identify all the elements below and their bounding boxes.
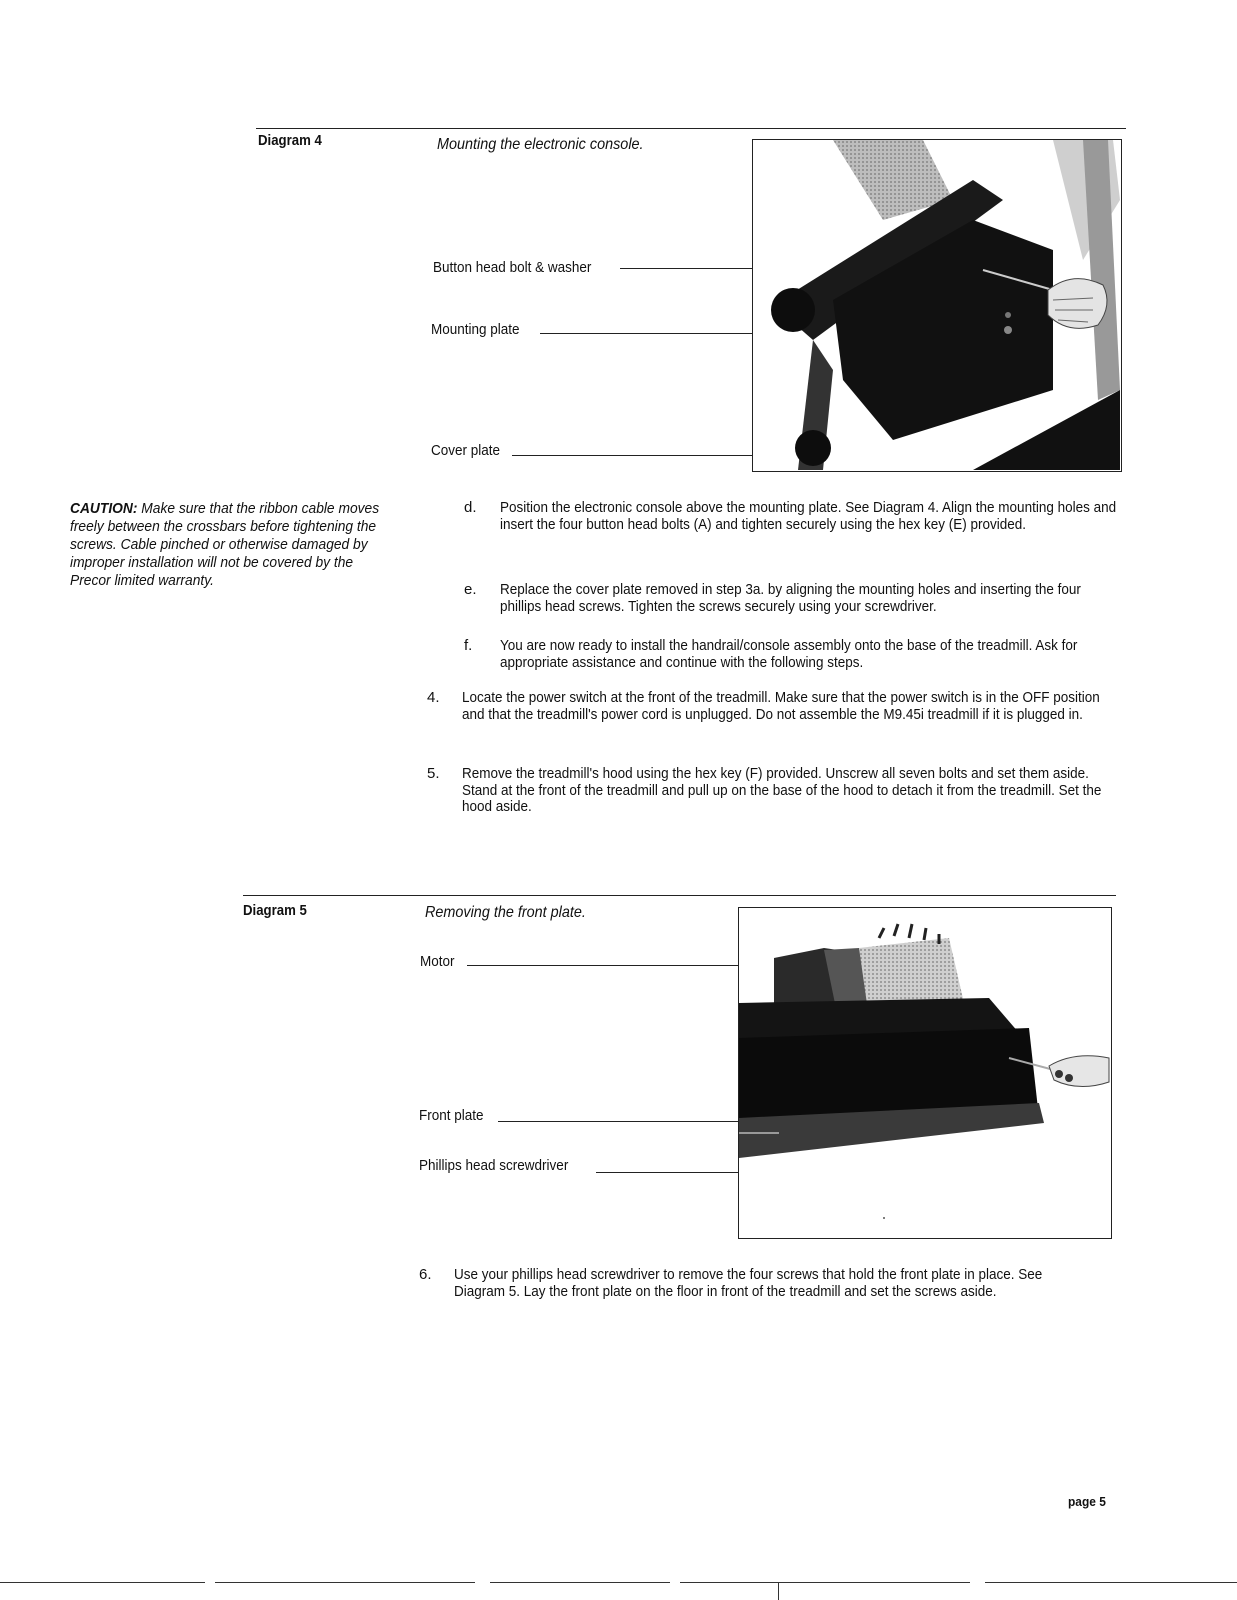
console-mounting-illustration	[753, 140, 1120, 470]
caution-note	[70, 500, 383, 590]
step-6-marker: 6.	[419, 1266, 432, 1283]
substep-d	[464, 500, 1124, 552]
diagram5-leader-front-plate	[498, 1121, 738, 1122]
caution-lead: CAUTION:	[70, 500, 138, 517]
diagram4-caption: Mounting the electronic console.	[437, 136, 644, 153]
diagram4-photo	[752, 139, 1122, 472]
page-number: page 5	[1068, 1494, 1106, 1509]
diagram5-photo	[738, 907, 1112, 1239]
step-5	[427, 766, 1127, 834]
diagram5-callout-screwdriver: Phillips head screwdriver	[419, 1157, 569, 1174]
diagram4-callout-bolt: Button head bolt & washer	[433, 259, 592, 276]
diagram5-callout-front-plate: Front plate	[419, 1107, 484, 1124]
diagram4-top-rule	[256, 128, 1126, 129]
diagram5-top-rule	[243, 895, 1116, 896]
step-4-marker: 4.	[427, 689, 440, 706]
footer-scan-tick	[778, 1582, 779, 1600]
substep-f	[464, 638, 1124, 674]
step-4-text: Locate the power switch at the front of the treadmill. Make sure that the power switch is in the OFF position and that the treadmill's power cord is unplugged. Do not assemble the M9.45i treadmill if it is plugged in.	[462, 689, 1100, 723]
step-6-text: Use your phillips head screwdriver to remove the four screws that hold the front plate in place. See Diagram 5. Lay the front plate on the floor in front of the treadmill and set the screws aside.	[454, 1266, 1043, 1300]
substep-d-marker: d.	[464, 499, 477, 516]
front-plate-removal-illustration	[739, 908, 1110, 1237]
diagram5-caption: Removing the front plate.	[425, 904, 586, 921]
substep-d-text: Position the electronic console above the mounting plate. See Diagram 4. Align the mounting holes and insert the four button head bolts (A) and tighten securely using the hex key (E) provided.	[500, 499, 1117, 533]
substep-f-marker: f.	[464, 637, 473, 654]
step-4	[427, 690, 1127, 742]
footer-scan-line-1	[0, 1582, 205, 1583]
step-6	[419, 1267, 1119, 1319]
substep-e	[464, 582, 1124, 618]
diagram5-label: Diagram 5	[243, 902, 307, 919]
footer-scan-line-5	[985, 1582, 1237, 1583]
footer-scan-line-2	[215, 1582, 475, 1583]
diagram4-callout-cover-plate: Cover plate	[431, 442, 501, 459]
step-5-text: Remove the treadmill's hood using the hex key (F) provided. Unscrew all seven bolts and set them aside. Stand at the front of the treadmill and pull up on the base of the hood to detach it from the treadmill. Set the hood aside.	[462, 765, 1102, 815]
step-5-marker: 5.	[427, 765, 440, 782]
caution-text: Make sure that the ribbon cable moves freely between the crossbars before tightening the screws. Cable pinched or otherwise damaged by improper installation will not be covered by the Precor limited warranty.	[70, 500, 380, 589]
substep-e-text: Replace the cover plate removed in step 3a. by aligning the mounting holes and inserting the four phillips head screws. Tighten the screws securely using your screwdriver.	[500, 581, 1081, 615]
footer-scan-line-4	[680, 1582, 970, 1583]
substep-e-marker: e.	[464, 581, 477, 598]
substep-f-text: You are now ready to install the handrail/console assembly onto the base of the treadmill. Ask for appropriate assistance and continue with the following steps.	[500, 637, 1078, 671]
diagram4-label: Diagram 4	[258, 132, 322, 149]
diagram5-callout-motor: Motor	[420, 953, 455, 970]
diagram5-leader-motor	[467, 965, 777, 966]
diagram4-callout-mounting-plate: Mounting plate	[431, 321, 520, 338]
footer-scan-line-3	[490, 1582, 670, 1583]
